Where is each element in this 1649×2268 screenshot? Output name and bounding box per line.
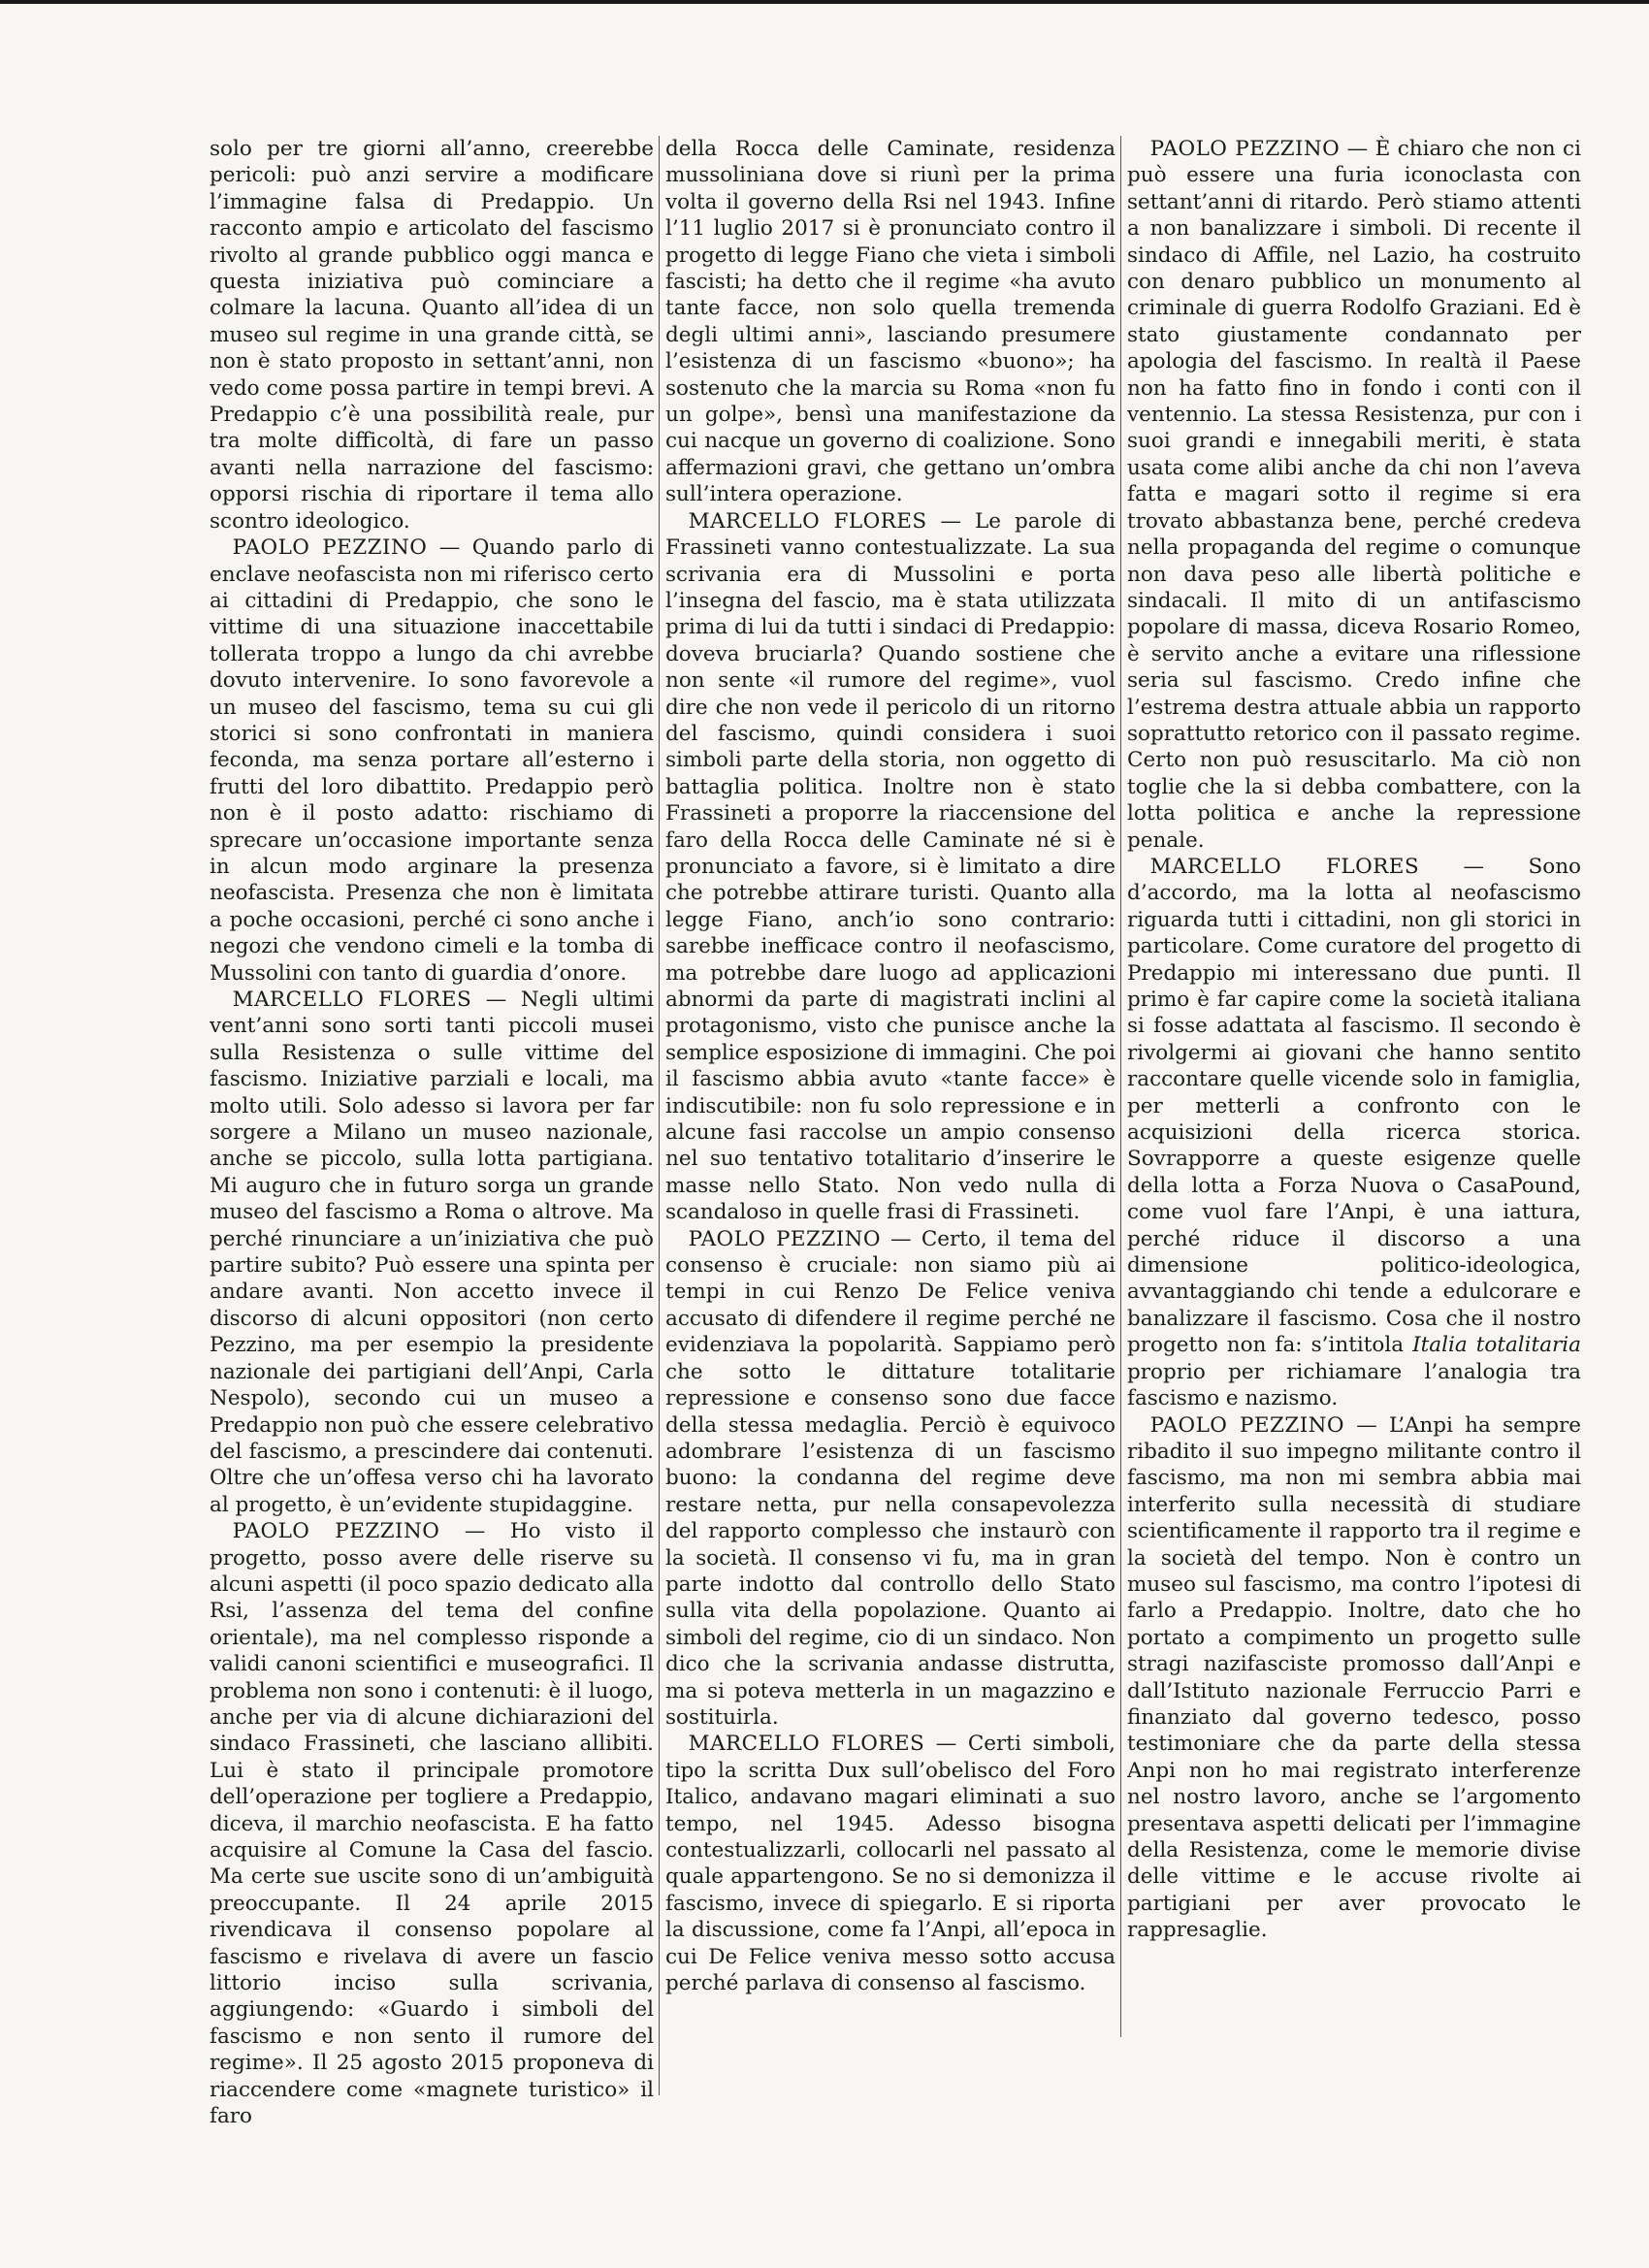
paragraph-text: della Rocca delle Caminate, residenza mussoliniana dove si riunì per la prima volta il governo della Rsi nel 1943. Infine l’11 luglio 2017 si è pronunciato contro il progetto di legge Fiano che vieta i simboli fascisti; ha detto che il regime «ha avuto tante facce, non solo quella tremenda degli ultimi anni», lasciando presumere l’esistenza di un fascismo «buono»; ha sostenuto che la marcia su Roma «non fu un golpe», bensì una manifestazione da cui nacque un governo di coalizione. Sono affermazioni gravi, che gettano un’ombra sull’intera operazione. [665,137,1116,507]
dash: — [1356,1412,1377,1438]
dash: — [485,988,507,1012]
paragraph-text: Certi simboli, tipo la scritta Dux sull’obelisco del Foro Italico, andavano magari eliminati a suo tempo, nel 1945. Adesso bisogna contestualizzarli, collocarli nel passato al quale appartengono. Se no si demonizza il fascismo, invece di spiegarlo. E si riporta la discussione, come fa l’Anpi, all’epoca in cui De Felice veniva messo sotto accusa perché parlava di consenso al fascismo. [665,1732,1116,1996]
column-divider [659,136,660,2095]
column-divider [1120,136,1121,2037]
paragraph-text: Sono d’accordo, ma la lotta al neofascismo riguarda tutti i cittadini, non gli storici in particolare. Come curatore del progetto di Predappio mi interessano due punti. Il primo è far capire come la società italiana si fosse adattata al fascismo. Il secondo è rivolgermi ai giovani che hanno sentito raccontare quelle vicende solo in famiglia, per metterli a confronto con le acquisizioni della ricerca storica. Sovrapporre a queste esigenze quelle della lotta a Forza Nuova o CasaPound, come vuol fare l’Anpi, è una iattura, perché riduce il discorso a una dimensione politico-ideologica, avvantaggiando chi tende a edulcorare e banalizzare il fascismo. Cosa che il nostro progetto non fa: s’intitola [1127,854,1581,1358]
paragraph-text: solo per tre giorni all’anno, creerebbe pericoli: può anzi servire a modificare l’immagine falsa di Predappio. Un racconto ampio e articolato del fascismo rivolto al grande pubblico oggi manca e questa iniziativa può cominciare a colmare la lacuna. Quanto all’idea di un museo sul regime in una grande città, se non è stato proposto in settant’anni, non vedo come possa partire in tempi brevi. A Predappio c’è una possibilità reale, pur tra molte difficoltà, di fare un passo avanti nella narrazione del fascismo: opporsi rischia di riportare il tema allo scontro ideologico. [210,137,654,534]
speaker-name: MARCELLO FLORES [688,1732,925,1757]
speaker-name: MARCELLO FLORES [688,508,927,534]
paragraph [1127,854,1581,1412]
paragraph [665,508,1116,1226]
top-rule [0,0,1649,4]
speaker-name: MARCELLO FLORES [1149,854,1420,879]
paragraph-text: Quando parlo di enclave neofascista non mi riferisco certo ai cittadini di Predappio, che sono le vittime di una situazione inaccettabile tollerata troppo a lungo da chi avrebbe dovuto intervenire. Io sono favorevole a un museo del fascismo, tema su cui gli storici si sono confrontati in maniera feconda, ma senza portare all’esterno i frutti del loro dibattito. Predappio però non è il posto adatto: rischiamo di sprecare un’occasione importante senza in alcun modo arginare la presenza neofascista. Presenza che non è limitata a poche occasioni, perché ci sono anche i negozi che vendono cimeli e la tomba di Mussolini con tanto di guardia d’onore. [210,535,654,986]
dash: — [1463,854,1485,879]
paragraph-text: È chiaro che non ci può essere una furia iconoclasta con settant’anni di ritardo. Però stiamo attenti a non banalizzare i simboli. Di recente il sindaco di Affile, nel Lazio, ha costruito con denaro pubblico un monumento al criminale di guerra Rodolfo Graziani. Ed è stato giustamente condannato per apologia del fascismo. In realtà il Paese non ha fatto fino in fondo i conti con il ventennio. La stessa Resistenza, pur con i suoi grandi e innegabili meriti, è stata usata come alibi anche da chi non l’aveva fatta e magari sotto il regime si era trovato abbastanza bene, perché credeva nella propaganda del regime o comunque non dava peso alle libertà politiche e sindacali. Il mito di un antifascismo popolare di massa, diceva Rosario Romeo, è servito anche a evitare una riflessione seria sul fascismo. Credo infine che l’estrema destra attuale abbia un rapporto soprattutto retorico con il passato regime. Certo non può resuscitarlo. Ma ciò non toglie che la si debba combattere, con la lotta politica e anche la repressione penale. [1127,137,1581,853]
dash: — [890,1226,912,1251]
dash: — [464,1519,486,1544]
paragraph [665,136,1116,508]
speaker-name: MARCELLO FLORES [232,988,472,1012]
paragraph [210,987,654,1518]
paragraph [665,1731,1116,1996]
paragraph-text: L’Anpi ha sempre ribadito il suo impegno militante contro il fascismo, ma non mi sembra abbia mai interferito sulla necessità di studiare scientificamente il rapporto tra il regime e la società del tempo. Non è contro un museo sul fascismo, ma contro l’ipotesi di farlo a Predappio. Inoltre, dato che ho portato a compimento un progetto sulle stragi nazifasciste promosso dall’Anpi e dall’Istituto nazionale Ferruccio Parri e finanziato dal governo tedesco, posso testimoniare che da parte della stessa Anpi non ho mai registrato interferenze nel nostro lavoro, anche se l’argomento presentava aspetti delicati per l’immagine della Resistenza, come le memorie divise delle vittime e le accuse rivolte ai partigiani per aver provocato le rappresaglie. [1127,1412,1581,1943]
paragraph-text: Le parole di Frassineti vanno contestualizzate. La sua scrivania era di Mussolini e porta l’insegna del fascio, ma è stata utilizzata prima di lui da tutti i sindaci di Predappio: doveva bruciarla? Quando sostiene che non sente «il rumore del regime», vuol dire che non vede il pericolo di un ritorno del fascismo, quindi considera i suoi simboli parte della storia, non oggetto di battaglia politica. Inoltre non è stato Frassineti a proporre la riaccensione del faro della Rocca delle Caminate né si è pronunciato a favore, si è limitato a dire che potrebbe attirare turisti. Quanto alla legge Fiano, anch’io sono contrario: sarebbe inefficace contro il neofascismo, ma potrebbe dare luogo ad applicazioni abnormi da parte di magistrati inclini al protagonismo, visto che punisce anche la semplice esposizione di immagini. Che poi il fascismo abbia avuto «tante facce» è indiscutibile: non fu solo repressione e in alcune fasi raccolse un ampio consenso nel suo tentativo totalitario d’inserire le masse nello Stato. Non vedo nulla di scandaloso in quelle frasi di Frassineti. [665,508,1116,1225]
speaker-name: PAOLO PEZZINO [1149,1412,1344,1438]
paragraph-text: Ho visto il progetto, posso avere delle riserve su alcuni aspetti (il poco spazio dedicato alla Rsi, l’assenza del tema del confine orientale), ma nel complesso risponde a validi canoni scientifici e museografici. Il problema non sono i contenuti: è il luogo, anche per via di alcune dichiarazioni del sindaco Frassineti, che lasciano allibiti. Lui è stato il principale promotore dell’operazione per togliere a Predappio, diceva, il marchio neofascista. E ha fatto acquisire al Comune la Casa del fascio. Ma certe sue uscite sono di un’ambiguità preoccupante. Il 24 aprile 2015 rivendicava il consenso popolare al fascismo e rivelava di avere un fascio littorio inciso sulla scrivania, aggiungendo: «Guardo i simboli del fascismo e non sento il rumore del regime». Il 25 agosto 2015 proponeva di riaccendere come «magnete turistico» il faro [210,1519,654,2129]
speaker-name: PAOLO PEZZINO [232,535,428,561]
article-column-2 [665,136,1116,2229]
speaker-name: PAOLO PEZZINO [688,1226,881,1251]
paragraph [1127,136,1581,854]
paragraph-text: Certo, il tema del consenso è cruciale: non siamo più ai tempi in cui Renzo De Felice veniva accusato di difendere il regime perché ne evidenziava la popolarità. Sappiamo però che sotto le dittature totalitarie repressione e consenso sono due facce della stessa medaglia. Perciò è equivoco adombrare l’esistenza di un fascismo buono: la condanna del regime deve restare netta, pur nella consapevolezza del rapporto complesso che instaurò con la società. Il consenso vi fu, ma in gran parte indotto dal controllo dello Stato sulla vita della popolazione. Quanto ai simboli del regime, cio di un sindaco. Non dico che la scrivania andasse distrutta, ma si poteva metterla in un magazzino e sostituirla. [665,1226,1116,1730]
paragraph [210,1518,654,2129]
article-column-3 [1127,136,1581,2229]
speaker-name: PAOLO PEZZINO [232,1519,440,1544]
paragraph [665,1226,1116,1732]
paragraph [210,535,654,987]
article-column-1 [210,136,654,2229]
paragraph-text: proprio per richiamare l’analogia tra fascismo e nazismo. [1127,1359,1581,1411]
dash: — [1346,137,1369,161]
paragraph [210,136,654,535]
exhibition-title: Italia totalitaria [1412,1333,1581,1358]
dash: — [940,508,962,534]
dash: — [935,1732,957,1757]
speaker-name: PAOLO PEZZINO [1149,137,1341,161]
paragraph [1127,1412,1581,1944]
paragraph-text: Negli ultimi vent’anni sono sorti tanti piccoli musei sulla Resistenza o sulle vittime del fascismo. Iniziative parziali e locali, ma molto utili. Solo adesso si lavora per far sorgere a Milano un museo nazionale, anche se piccolo, sulla lotta partigiana. Mi auguro che in futuro sorga un grande museo del fascismo a Roma o altrove. Ma perché rinunciare a un’iniziativa che può partire subito? Può essere una spinta per andare avanti. Non accetto invece il discorso di alcuni oppositori (non certo Pezzino, ma per esempio la presidente nazionale dei partigiani dell’Anpi, Carla Nespolo), secondo cui un museo a Predappio non può che essere celebrativo del fascismo, a prescindere dai contenuti. Oltre che un’offesa verso chi ha lavorato al progetto, è un’evidente stupidaggine. [210,988,654,1517]
dash: — [438,535,461,561]
